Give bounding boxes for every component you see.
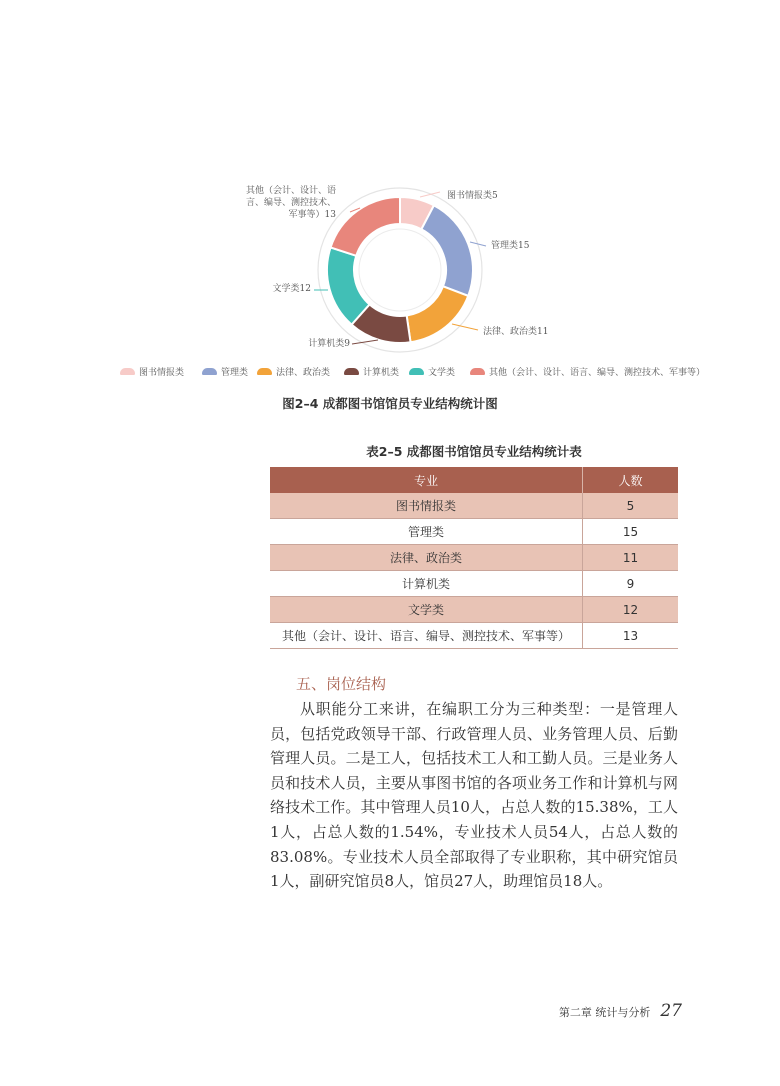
table-row: [270, 519, 678, 545]
donut-slice: [407, 286, 469, 342]
legend-item: [470, 365, 705, 378]
legend-label: 其他（会计、设计、语言、编导、测控技术、军事等）: [489, 368, 706, 378]
donut-slice: [327, 247, 369, 324]
legend-label: 法律、政治类: [276, 368, 331, 378]
legend-swatch: [120, 368, 135, 375]
slice-label: 文学类12: [272, 284, 311, 294]
slice-label: 其他（会计、设计、语: [245, 186, 336, 196]
slice-label: 计算机类9: [308, 339, 350, 349]
column-header-count: 人数: [583, 467, 679, 493]
legend-item: [257, 365, 330, 378]
cell-count: 5: [583, 493, 679, 519]
legend-item: [344, 365, 399, 378]
paragraph-text: 从职能分工来讲，在编职工分为三种类型：一是管理人员，包括党政领导干部、行政管理人员、业务管理人员、后勤管理人员。二是工人，包括技术工人和工勤人员。三是业务人员和技术人员，主要从事图书馆的各项业务工作和计算机与网络技术工作。其中管理人员10人，占总人数的15.38%，工人1人，占总人数的1.54%，专业技术人员54人，占总人数的83.08%。专业技术人员全部取得了专业职称，其中研究馆员1人，副研究馆员8人，馆员27人，助理馆员18人。: [270, 700, 678, 891]
table-caption: 表2–5 成都图书馆馆员专业结构统计表: [366, 444, 582, 459]
table-row: [270, 597, 678, 623]
cell-major: 其他（会计、设计、语言、编导、测控技术、军事等）: [270, 623, 583, 649]
cell-major: 法律、政治类: [270, 545, 583, 571]
cell-count: 9: [583, 571, 679, 597]
column-header-major: 专业: [270, 467, 583, 493]
inner-ring: [359, 229, 441, 311]
table-row: [270, 545, 678, 571]
slice-label: 管理类15: [491, 241, 530, 251]
legend-item: [120, 365, 184, 378]
leader-line: [352, 340, 378, 344]
page-number: 27: [660, 1001, 682, 1021]
cell-count: 13: [583, 623, 679, 649]
cell-count: 11: [583, 545, 679, 571]
legend-label: 文学类: [428, 368, 456, 378]
cell-major: 文学类: [270, 597, 583, 623]
cell-count: 15: [583, 519, 679, 545]
legend-swatch: [409, 368, 424, 375]
slice-label: 图书情报类5: [447, 191, 498, 201]
cell-major: 管理类: [270, 519, 583, 545]
legend-swatch: [344, 368, 359, 375]
legend-label: 管理类: [221, 368, 249, 378]
legend-label: 计算机类: [363, 368, 400, 378]
donut-slice: [331, 197, 400, 256]
legend-swatch: [257, 368, 272, 375]
cell-count: 12: [583, 597, 679, 623]
section-heading: 五、岗位结构: [296, 675, 387, 693]
page-footer: [500, 1001, 682, 1021]
legend-swatch: [470, 368, 485, 375]
donut-chart: [0, 170, 780, 395]
table-header-row: [270, 467, 678, 493]
legend-item: [202, 365, 248, 378]
cell-major: 图书情报类: [270, 493, 583, 519]
table-row: [270, 571, 678, 597]
leader-line: [452, 324, 478, 330]
data-table: [270, 467, 678, 649]
legend-swatch: [202, 368, 217, 375]
table-row: [270, 623, 678, 649]
cell-major: 计算机类: [270, 571, 583, 597]
body-paragraph: [270, 697, 678, 894]
slice-label: 言、编导、测控技术、: [245, 198, 336, 208]
slice-label: 军事等）13: [288, 210, 336, 220]
slice-label: 法律、政治类11: [483, 327, 549, 337]
legend-label: 图书情报类: [139, 368, 185, 378]
chart-legend: [120, 365, 706, 381]
chapter-label: 第二章 统计与分析: [558, 1006, 651, 1019]
table-row: [270, 493, 678, 519]
legend-item: [409, 365, 455, 378]
figure-caption: 图2–4 成都图书馆馆员专业结构统计图: [282, 396, 498, 411]
donut-slice: [421, 205, 473, 296]
